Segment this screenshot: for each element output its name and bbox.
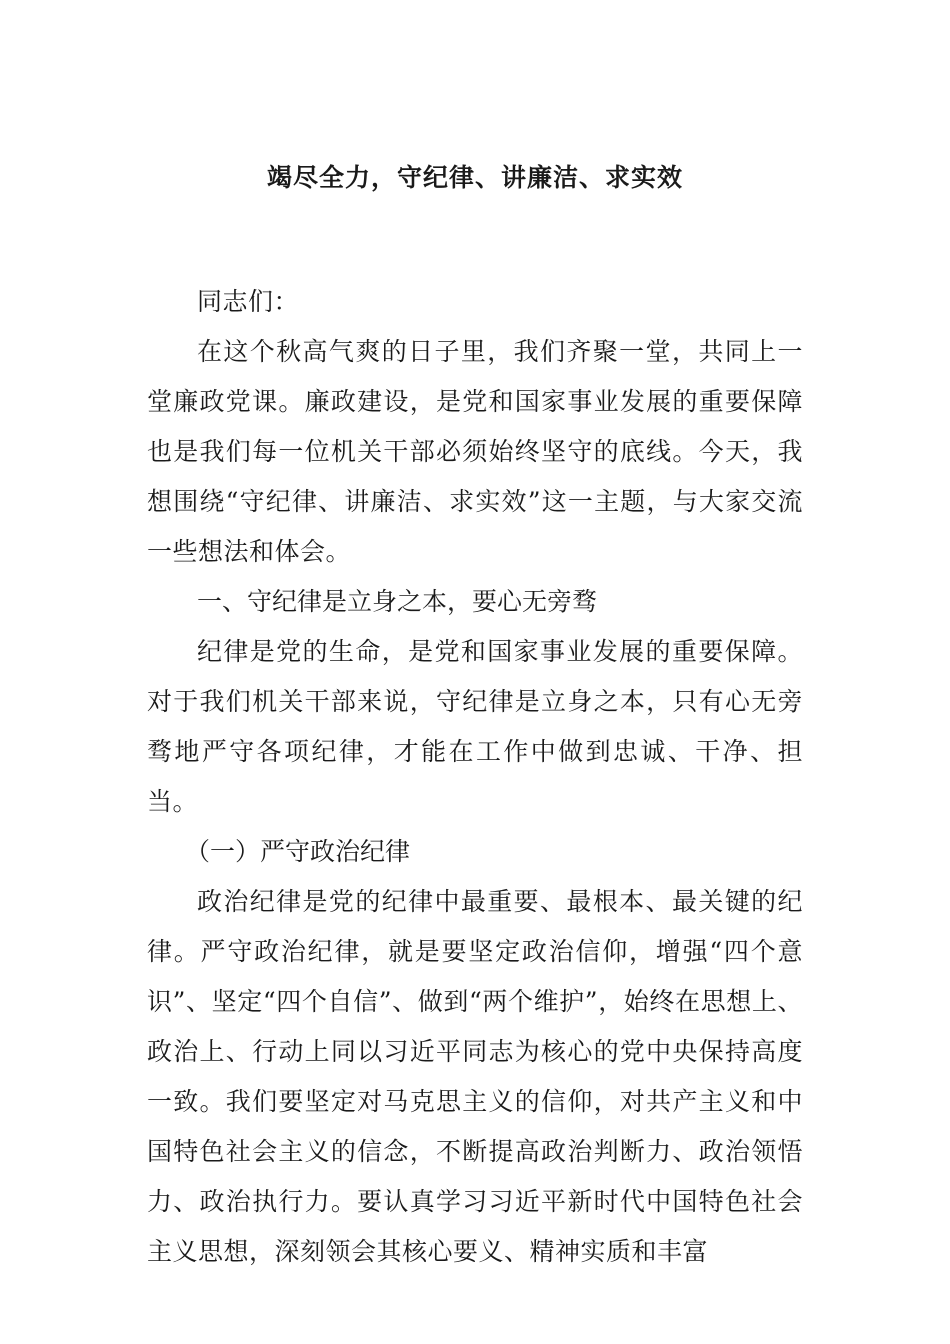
intro-paragraph: 在这个秋高气爽的日子里，我们齐聚一堂，共同上一堂廉政党课。廉政建设，是党和国家事业发展的重要保障也是我们每一位机关干部必须始终坚守的底线。今天，我想围绕“守纪律、讲廉洁、求实效”这一主题，与大家交流一些想法和体会。: [147, 337, 803, 566]
body-paragraph: 政治纪律是党的纪律中最重要、最根本、最关键的纪律。严守政治纪律，就是要坚定政治信仰，增强“四个意识”、坚定“四个自信”、做到“两个维护”，始终在思想上、政治上、行动上同以习近平同志为核心的党中央保持高度一致。我们要坚定对马克思主义的信仰，对共产主义和中国特色社会主义的信念，不断提高政治判断力、政治领悟力、政治执行力。要认真学习习近平新时代中国特色社会主义思想，深刻领会其核心要义、精神实质和丰富: [147, 887, 803, 1266]
section-heading: 一、守纪律是立身之本，要心无旁骛: [197, 587, 598, 616]
document-body: [147, 277, 803, 1277]
body-paragraph: 纪律是党的生命，是党和国家事业发展的重要保障。对于我们机关干部来说，守纪律是立身之本，只有心无旁骛地严守各项纪律，才能在工作中做到忠诚、干净、担当。: [147, 637, 803, 816]
subsection-heading: （一）严守政治纪律: [185, 837, 411, 866]
salutation-paragraph: 同志们：: [197, 287, 300, 316]
document-title: 竭尽全力，守纪律、讲廉洁、求实效: [266, 163, 683, 192]
